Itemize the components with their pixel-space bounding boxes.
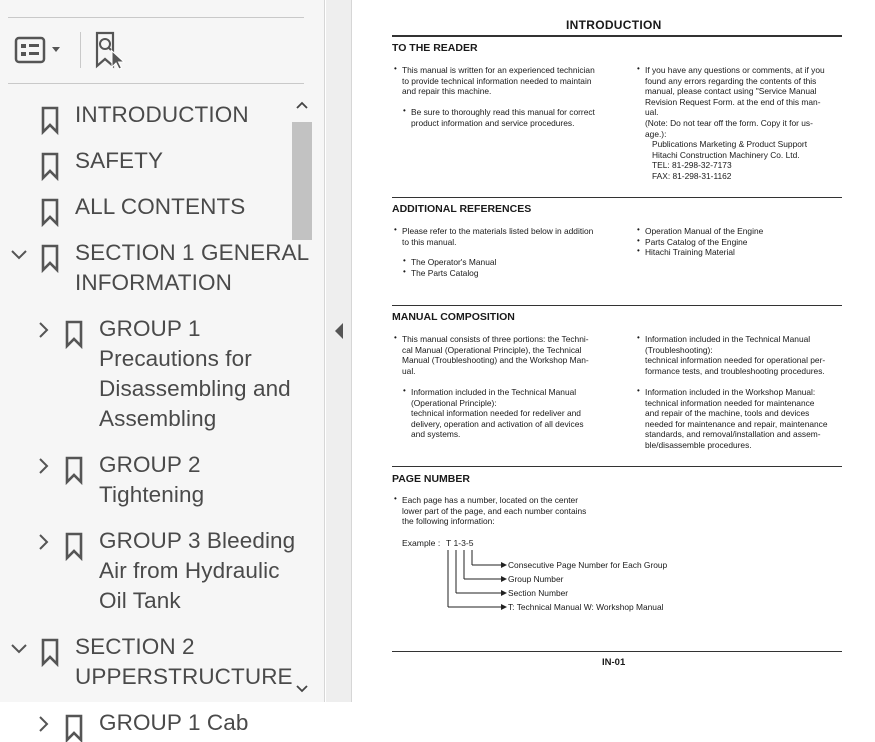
document-page xyxy=(353,0,875,702)
text-line: and repair of the machine, tools and devices xyxy=(645,408,810,419)
text-line: technical information needed for maintenance xyxy=(645,397,815,408)
text-line: and systems. xyxy=(411,429,461,440)
example-value: T 1-3-5 xyxy=(446,538,474,548)
chevron-right-icon[interactable] xyxy=(33,714,53,734)
text-line: Hitachi Training Material xyxy=(645,247,735,258)
bullet-marker: • xyxy=(403,256,406,265)
bookmark-label-line: UPPERSTRUCTURE xyxy=(75,664,293,689)
list-item xyxy=(645,226,865,237)
bookmark-label-line: INFORMATION xyxy=(75,270,232,295)
bookmarks-scrollbar[interactable] xyxy=(290,94,314,702)
bookmark-label xyxy=(99,708,249,738)
contact-info xyxy=(652,139,852,181)
text-line: the following information: xyxy=(402,516,495,527)
bookmark-label-line: GROUP 3 Bleeding xyxy=(99,528,296,553)
bookmark-label xyxy=(99,314,291,434)
bookmark-label-line: GROUP 1 xyxy=(99,316,201,341)
bookmark-label-line: Air from Hydraulic xyxy=(99,558,280,583)
text-line: Parts Catalog of the Engine xyxy=(645,236,748,247)
panel-splitter[interactable] xyxy=(326,0,352,702)
text-line: Please refer to the materials listed below in addition xyxy=(402,226,594,236)
bullet-marker: • xyxy=(394,225,397,234)
bookmark-icon xyxy=(40,198,60,226)
text-line: cal Manual (Operational Principle), the Technical xyxy=(402,344,582,355)
bullet-marker: • xyxy=(403,266,406,276)
text-line: technical information needed for redeliver and xyxy=(411,408,581,419)
toolbar-divider-bottom xyxy=(8,83,304,84)
bookmark-icon xyxy=(64,320,84,348)
text-line: (Troubleshooting): xyxy=(645,344,713,355)
bookmark-label xyxy=(75,192,245,222)
text-line: needed for maintenance and repair, maintenance xyxy=(645,418,828,429)
text-line: This manual consists of three portions: the Techni- xyxy=(402,334,589,344)
legend-entry: T: Technical Manual W: Workshop Manual xyxy=(508,602,664,612)
bookmark-icon xyxy=(40,152,60,180)
text-line: Manual (Troubleshooting) and the Workshop Man- xyxy=(402,355,589,366)
bookmark-label xyxy=(99,450,204,510)
text-line: FAX: 81-298-31-1162 xyxy=(652,170,732,181)
bullet-marker: • xyxy=(637,235,640,245)
list-item xyxy=(645,237,865,248)
text-line: Information included in the Technical Manual xyxy=(411,387,577,397)
text-line: Each page has a number, located on the center xyxy=(402,495,578,505)
bookmark-item[interactable] xyxy=(0,632,293,692)
bullet-marker: • xyxy=(637,225,640,234)
collapse-panel-arrow-icon[interactable] xyxy=(333,322,345,340)
bookmark-item[interactable] xyxy=(0,314,291,434)
paragraph xyxy=(402,334,607,376)
paragraph xyxy=(402,65,607,97)
bookmark-label-line: Assembling xyxy=(99,406,217,431)
text-line: manual, please contact using "Service Manual xyxy=(645,86,817,97)
bookmark-label-line: Oil Tank xyxy=(99,588,181,613)
chevron-right-icon[interactable] xyxy=(33,320,53,340)
chevron-right-icon[interactable] xyxy=(33,532,53,552)
bookmark-icon xyxy=(64,456,84,484)
text-line: The Operator's Manual xyxy=(411,257,497,267)
chevron-down-icon[interactable] xyxy=(9,244,29,264)
bookmark-label-line: INTRODUCTION xyxy=(75,102,249,127)
text-line: delivery, operation and activation of all devices xyxy=(411,418,584,429)
find-bookmark-icon xyxy=(90,30,130,70)
bullet-marker: • xyxy=(403,106,406,115)
legend-entry: Group Number xyxy=(508,574,564,584)
text-line: ual. xyxy=(402,365,416,376)
bookmark-options-button[interactable] xyxy=(12,34,68,66)
text-line: This manual is written for an experienced technician xyxy=(402,65,595,75)
text-line: age.): xyxy=(645,128,667,139)
bookmark-label-line: GROUP 1 Cab xyxy=(99,710,249,735)
bookmark-label-line: Disassembling and xyxy=(99,376,291,401)
bookmark-item[interactable] xyxy=(0,146,288,176)
scroll-down-arrow-icon[interactable] xyxy=(295,684,309,694)
text-line: The Parts Catalog xyxy=(411,267,479,278)
bookmark-label-line: GROUP 2 xyxy=(99,452,201,477)
find-current-bookmark-button[interactable] xyxy=(90,30,130,70)
text-line: lower part of the page, and each number contains xyxy=(402,505,587,516)
bookmark-icon xyxy=(64,532,84,560)
list-options-icon xyxy=(12,34,68,66)
bullet-marker: • xyxy=(403,386,406,395)
bookmark-label-line: SECTION 2 xyxy=(75,634,195,659)
bookmark-label xyxy=(75,632,293,692)
bookmark-label xyxy=(75,146,163,176)
bullet-marker: • xyxy=(637,64,640,73)
bookmark-item[interactable] xyxy=(0,526,296,616)
bullet-marker: • xyxy=(394,494,397,503)
paragraph xyxy=(411,107,609,128)
text-line: and repair this machine. xyxy=(402,86,492,97)
section-heading-additional: ADDITIONAL REFERENCES xyxy=(392,203,532,215)
bookmark-label xyxy=(75,238,309,298)
text-line: TEL: 81-298-32-7173 xyxy=(652,160,732,171)
bookmark-icon xyxy=(64,714,84,742)
footer-rule xyxy=(392,651,842,652)
bookmark-label-line: Tightening xyxy=(99,482,205,507)
paragraph xyxy=(402,495,607,527)
bookmark-icon xyxy=(40,106,60,134)
text-line: (Operational Principle): xyxy=(411,397,497,408)
bookmark-item[interactable] xyxy=(0,192,288,222)
example-label: Example : xyxy=(402,538,441,548)
page-footer-number: IN-01 xyxy=(602,657,626,668)
text-line: Hitachi Construction Machinery Co. Ltd. xyxy=(652,149,800,160)
list-item xyxy=(411,257,631,268)
bookmark-label xyxy=(75,100,249,130)
paragraph xyxy=(411,387,607,440)
scrollbar-thumb[interactable] xyxy=(292,122,312,240)
paragraph xyxy=(402,226,607,247)
page-title: INTRODUCTION xyxy=(566,18,662,32)
legend-entry: Section Number xyxy=(508,588,569,598)
bookmarks-panel xyxy=(0,0,325,735)
text-line: Operation Manual of the Engine xyxy=(645,226,764,236)
text-line: If you have any questions or comments, at if you xyxy=(645,65,825,75)
bullet-marker: • xyxy=(637,386,640,395)
text-line: standards, and removal/installation and assem- xyxy=(645,429,821,440)
bookmark-label-line: SECTION 1 GENERAL xyxy=(75,240,310,265)
bookmark-icon xyxy=(40,244,60,272)
text-line: technical information needed for operational per- xyxy=(645,355,826,366)
bookmark-tree xyxy=(0,94,310,735)
text-line: Publications Marketing & Product Support xyxy=(652,139,808,149)
text-line: formance tests, and troubleshooting procedures. xyxy=(645,365,825,376)
paragraph xyxy=(645,65,850,139)
list-item xyxy=(411,268,631,279)
chevron-right-icon[interactable] xyxy=(33,456,53,476)
bullet-marker: • xyxy=(637,333,640,342)
toolbar-divider-top xyxy=(8,17,304,18)
text-line: ble/disassemble procedures. xyxy=(645,439,752,450)
text-line: Revision Request Form. at the end of this man- xyxy=(645,96,821,107)
bookmark-label xyxy=(99,526,295,616)
section-heading-composition: MANUAL COMPOSITION xyxy=(392,311,515,323)
text-line: Information included in the Workshop Manual: xyxy=(645,387,816,397)
bookmark-item[interactable] xyxy=(0,238,310,298)
text-line: (Note: Do not tear off the form. Copy it for us- xyxy=(645,117,813,128)
paragraph xyxy=(645,387,850,451)
text-line: Information included in the Technical Manual xyxy=(645,334,811,344)
text-line: found any errors regarding the contents of this xyxy=(645,75,817,86)
text-line: product information and service procedures. xyxy=(411,117,575,128)
legend-entry: Consecutive Page Number for Each Group xyxy=(508,560,668,570)
section-heading-to-reader: TO THE READER xyxy=(392,42,478,54)
text-line: ual. xyxy=(645,107,659,118)
chevron-down-icon[interactable] xyxy=(9,638,29,658)
section-heading-page-number: PAGE NUMBER xyxy=(392,473,470,485)
bookmark-item[interactable] xyxy=(0,708,288,738)
text-line: to this manual. xyxy=(402,236,457,247)
bookmark-icon xyxy=(40,638,60,666)
bookmark-label-line: SAFETY xyxy=(75,148,164,173)
text-line: Be sure to thoroughly read this manual for correct xyxy=(411,107,595,117)
scroll-up-arrow-icon[interactable] xyxy=(295,100,309,110)
bookmark-item[interactable] xyxy=(0,100,288,130)
bookmark-item[interactable] xyxy=(0,450,288,510)
bullet-marker: • xyxy=(394,333,397,342)
text-line: to provide technical information needed to maintain xyxy=(402,75,592,86)
paragraph xyxy=(645,334,850,376)
bullet-marker: • xyxy=(637,246,640,256)
toolbar-separator xyxy=(80,32,81,68)
bookmark-label-line: Precautions for xyxy=(99,346,252,371)
bullet-marker: • xyxy=(394,64,397,73)
list-item xyxy=(645,247,865,258)
bookmark-label-line: ALL CONTENTS xyxy=(75,194,246,219)
